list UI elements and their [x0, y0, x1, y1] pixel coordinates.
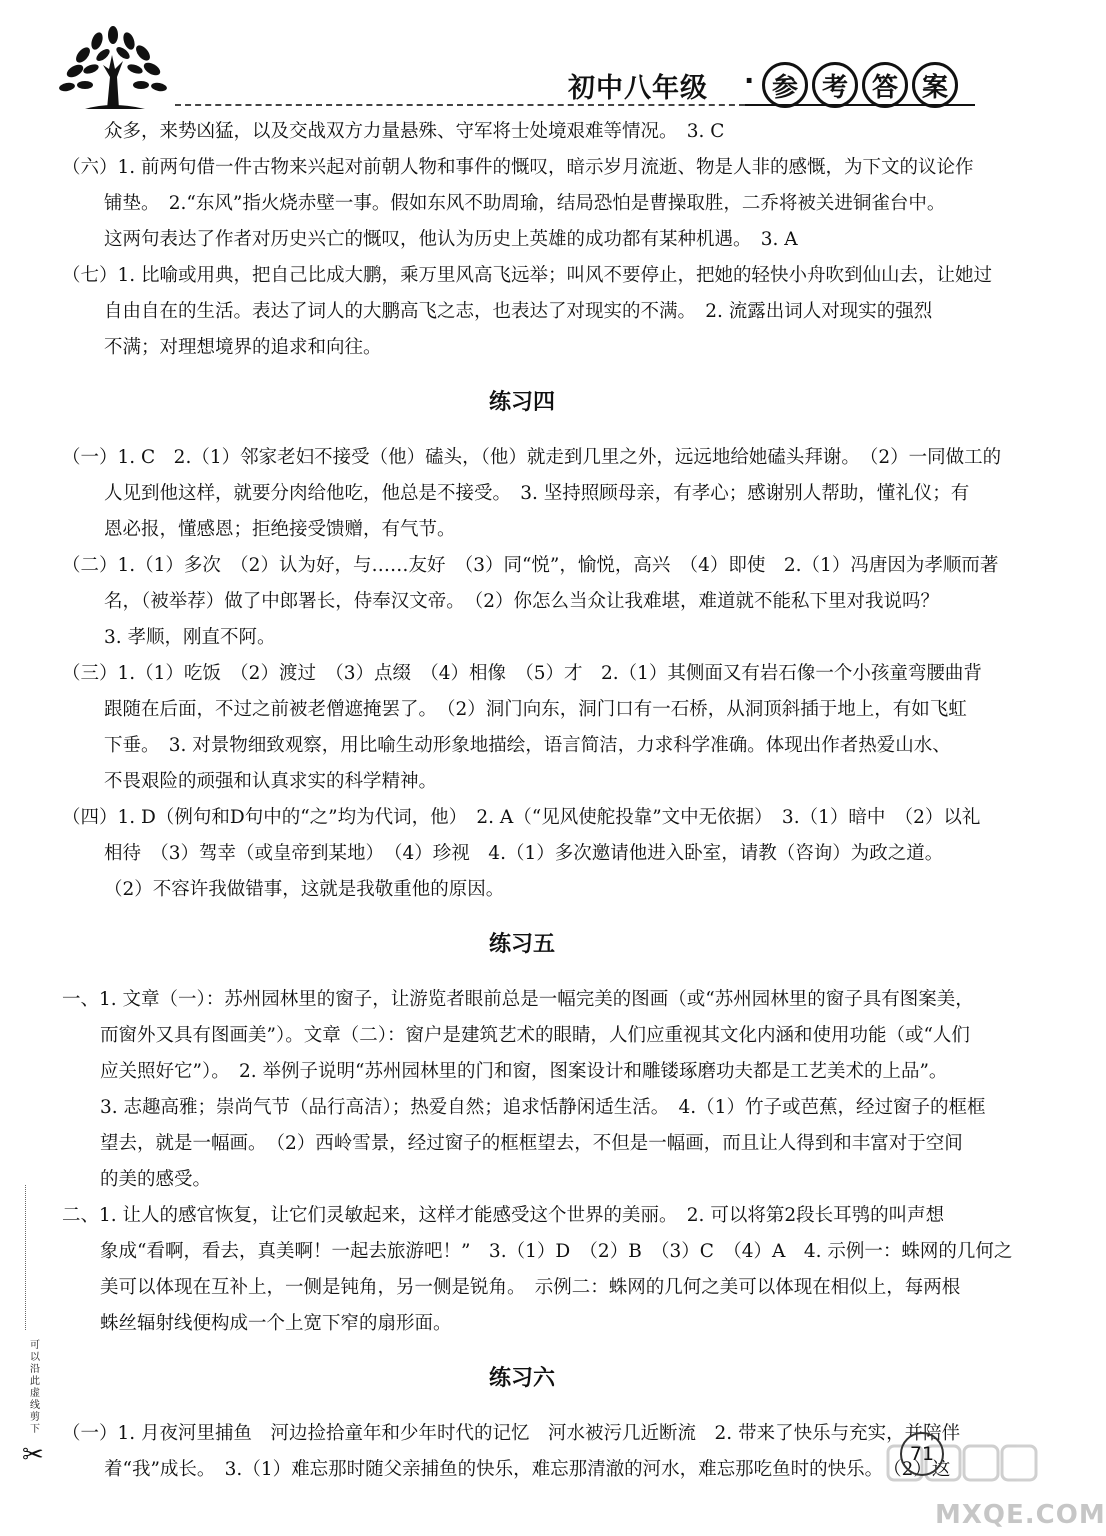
text-line: （2）不容许我做错事，这就是我敬重他的原因。: [104, 879, 505, 900]
section-title: 练习六: [488, 1366, 555, 1391]
text-line: 美可以体现在互补上，一侧是钝角，另一侧是锐角。 示例二：蛛网的几何之美可以体现在相似上，每两根: [100, 1277, 961, 1298]
text-line: 铺垫。 2.“东风”指火烧赤壁一事。假如东风不助周瑜，结局恐怕是曹操取胜，二乔将被关进铜雀台中。: [104, 193, 946, 214]
text-line: 一、1. 文章（一）：苏州园林里的窗子，让游览者眼前总是一幅完美的图画（或“苏州园林里的窗子具有图案美，: [62, 989, 974, 1010]
text-line: 而窗外又具有图画美”）。文章（二）：窗户是建筑艺术的眼睛，人们应重视其文化内涵和使用功能（或“人们: [100, 1025, 970, 1046]
text-line: 相待 （3）驾幸（或皇帝到某地） （4）珍视 4.（1）多次邀请他进入卧室，请教（咨询）为政之道。: [104, 843, 944, 864]
cut-guide-note: 可以沿此虚线剪下: [30, 1340, 40, 1435]
header-solid-rule: [745, 104, 975, 106]
text-line: 自由自在的生活。表达了词人的大鹏高飞之志，也表达了对现实的不满。 2. 流露出词人对现实的强烈: [104, 301, 933, 322]
page-number: 71: [900, 1432, 944, 1476]
page-header: [0, 0, 1058, 120]
text-line: 象成“看啊，看去，真美啊！一起去旅游吧！” 3.（1）D （2）B （3）C （4）A 4. 示例一：蛛网的几何之: [100, 1241, 1013, 1262]
text-line: 不畏艰险的顽强和认真求实的科学精神。: [104, 771, 438, 792]
text-line: 二、1. 让人的感官恢复，让它们灵敏起来，这样才能感受这个世界的美丽。 2. 可以将第2段长耳鸮的叫声想: [62, 1205, 945, 1226]
text-line: 这两句表达了作者对历史兴亡的慨叹，他认为历史上英雄的成功都有某种机遇。 3. A: [104, 229, 798, 250]
badge-char: 案: [912, 62, 958, 108]
text-line: （六）1. 前两句借一件古物来兴起对前朝人物和事件的慨叹，暗示岁月流逝、物是人非的感慨，为下文的议论作: [62, 157, 974, 178]
text-line: 众多，来势凶猛，以及交战双方力量悬殊、守军将士处境艰难等情况。 3. C: [104, 121, 725, 142]
text-line: （一）1. C 2.（1）邻家老妇不接受（他）磕头，（他）就走到几里之外，远远地给她磕头拜谢。 （2）一同做工的: [62, 447, 1002, 468]
grade-title: 初中八年级: [568, 73, 708, 104]
text-line: 跟随在后面，不过之前被老僧遮掩罢了。 （2）洞门向东，洞门口有一石桥，从洞顶斜插于地上，有如飞虹: [104, 699, 967, 720]
text-line: （二）1.（1）多次 （2）认为好，与……友好 （3）同“悦”，愉悦，高兴 （4）即使 2.（1）冯唐因为孝顺而著: [62, 555, 999, 576]
text-line: 的美的感受。: [100, 1169, 212, 1190]
header-dashed-rule: [175, 104, 745, 106]
text-line: 3. 志趣高雅；崇尚气节（品行高洁）；热爱自然；追求恬静闲适生活。 4.（1）竹子或芭蕉，经过窗子的框框: [100, 1097, 986, 1118]
text-line: 人见到他这样，就要分肉给他吃，他总是不接受。 3. 坚持照顾母亲，有孝心；感谢别人帮助，懂礼仪；有: [104, 483, 970, 504]
cut-guide-line: [25, 1185, 26, 1330]
text-line: 名，（被举荐）做了中郎署长，侍奉汉文帝。 （2）你怎么当众让我难堪，难道就不能私下里对我说吗？: [104, 591, 940, 612]
answer-content: [62, 114, 1013, 1488]
section-title: 练习五: [488, 932, 555, 957]
title-separator: ·: [744, 66, 755, 97]
text-line: 着“我”成长。 3.（1）难忘那时随父亲捕鱼的快乐，难忘那清澈的河水，难忘那吃鱼时的快乐。 （2）这: [104, 1459, 951, 1480]
text-line: 3. 孝顺，刚直不阿。: [104, 627, 276, 648]
badge-char: 考: [812, 62, 858, 108]
text-line: 不满；对理想境界的追求和向往。: [104, 337, 382, 358]
text-line: （四）1. D（例句和D句中的“之”均为代词，他） 2. A（“见风使舵投靠”文中无依据） 3.（1）暗中 （2）以礼: [62, 807, 981, 828]
text-line: 蛛丝辐射线便构成一个上宽下窄的扇形面。: [100, 1313, 452, 1334]
text-line: （一）1. 月夜河里捕鱼 河边捡拾童年和少年时代的记忆 河水被污几近断流 2. 带来了快乐与充实，并陪伴: [62, 1423, 961, 1444]
scissors-icon: ✂: [22, 1440, 44, 1470]
text-line: （三）1.（1）吃饭 （2）渡过 （3）点缀 （4）相像 （5）才 2.（1）其侧面又有岩石像一个小孩童弯腰曲背: [62, 663, 982, 684]
badge-char: 答: [862, 62, 908, 108]
section-title: 练习四: [488, 390, 555, 415]
watermark-text: MXQE.COM: [935, 1500, 1106, 1530]
tree-logo-icon: [55, 25, 170, 110]
text-line: 恩必报，懂感恩；拒绝接受馈赠，有气节。: [104, 519, 456, 540]
text-line: 下垂。 3. 对景物细致观察，用比喻生动形象地描绘，语言简洁，力求科学准确。体现出作者热爱山水、: [104, 735, 951, 756]
answer-badges: [762, 62, 958, 108]
text-line: 望去，就是一幅画。 （2）西岭雪景，经过窗子的框框望去，不但是一幅画，而且让人得到和丰富对于空间: [100, 1133, 963, 1154]
text-line: 应关照好它”）。 2. 举例子说明“苏州园林里的门和窗，图案设计和雕镂琢磨功夫都是工艺美术的上品”。: [100, 1061, 948, 1082]
badge-char: 参: [762, 62, 808, 108]
text-line: （七）1. 比喻或用典，把自己比成大鹏，乘万里风高飞远举；叫风不要停止，把她的轻快小舟吹到仙山去，让她过: [62, 265, 993, 286]
